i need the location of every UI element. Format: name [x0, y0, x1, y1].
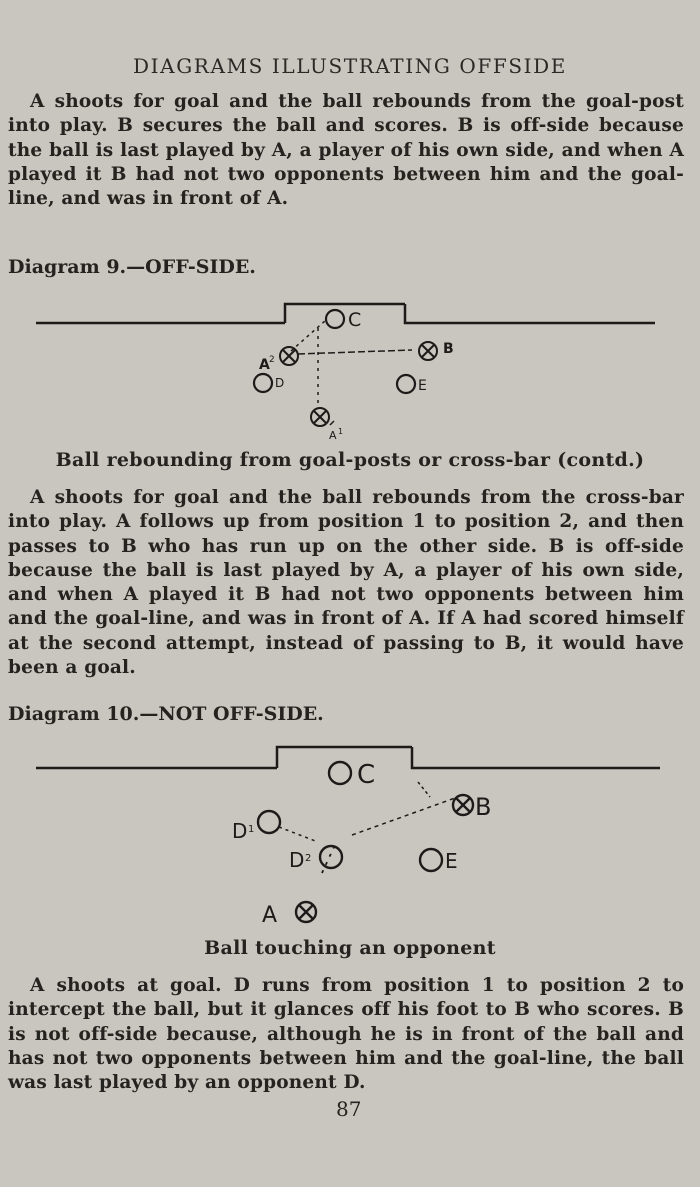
- player-c-marker: [329, 762, 351, 784]
- player-d-marker: [254, 374, 272, 392]
- player-e-marker: [397, 375, 415, 393]
- player-d2-sub: 2: [305, 853, 312, 864]
- player-d1-label: D: [232, 819, 248, 843]
- player-c-marker: [326, 310, 344, 328]
- player-b-label: B: [443, 341, 454, 357]
- player-e-label: E: [418, 378, 427, 394]
- player-e-label: E: [445, 849, 458, 873]
- player-d2-label: D: [289, 848, 305, 872]
- pass-path: [298, 350, 412, 354]
- player-d1-marker: [258, 811, 280, 833]
- b-run-path: [418, 782, 430, 797]
- player-a1-sup: 1: [338, 427, 344, 436]
- player-b-label: B: [475, 793, 492, 821]
- player-d1-sub: 1: [248, 824, 255, 835]
- diagram-9-heading: Diagram 9.—OFF-SIDE.: [8, 256, 256, 278]
- diagram-10-caption: Ball touching an opponent: [204, 937, 496, 959]
- diagram-10-heading: Diagram 10.—NOT OFF-SIDE.: [8, 703, 324, 725]
- shot-path: [291, 320, 326, 351]
- player-a2-sup: 2: [269, 355, 275, 365]
- player-d2-marker: [320, 846, 342, 868]
- player-c-label: C: [357, 760, 376, 790]
- player-b-marker: [453, 795, 473, 815]
- player-a-label: A: [262, 903, 278, 928]
- player-a-marker: [296, 902, 316, 922]
- goal-line: [36, 304, 655, 323]
- player-a1-label: A: [329, 429, 337, 442]
- page-title: DIAGRAMS ILLUSTRATING OFFSIDE: [133, 54, 567, 78]
- d-run-path: [279, 827, 318, 842]
- diagram-9: [0, 290, 700, 450]
- diagram-9-caption: Ball rebounding from goal-posts or cross-bar (contd.): [55, 449, 645, 471]
- player-b-marker: [419, 342, 437, 360]
- player-a1-marker: [311, 408, 329, 426]
- page-number: 87: [336, 1097, 362, 1121]
- intro-text: A shoots for goal and the ball rebounds from the goal-post into play. B secures the ball and scores. B is off-side because the ball is last played by A, a player of his own side, and when A played it B had not two opponents between him and the goal-line, and was in front of A.: [8, 91, 684, 210]
- diagram-10-paragraph: [8, 974, 684, 1095]
- player-a2-marker: [280, 347, 298, 365]
- diagram-9-paragraph: [8, 486, 684, 680]
- diagram-9-text: A shoots for goal and the ball rebounds from the cross-bar into play. A follows up from position 1 to position 2, and then passes to B who has run up on the other side. B is off-side because the ball is last played by A, a player of his own side, and when A played it B had not two opponents between him and the goal-line, and was in front of A. If A had scored himself at the second attempt, instead of passing to B, it would have been a goal.: [8, 487, 684, 679]
- player-a2-label: A: [259, 357, 270, 373]
- player-d-label: D: [275, 376, 285, 390]
- diagram-10: [0, 735, 700, 935]
- player-e-marker: [420, 849, 442, 871]
- deflection-path: [352, 798, 455, 835]
- intro-paragraph: [8, 90, 684, 211]
- player-c-label: C: [348, 309, 362, 331]
- ball-tick: [330, 421, 334, 425]
- diagram-10-text: A shoots at goal. D runs from position 1 to position 2 to intercept the ball, but it glances off his foot to B who scores. B is not off-side because, although he is in front of the ball and has not two opponents between him and the goal-line, the ball was last played by an opponent D.: [8, 975, 684, 1094]
